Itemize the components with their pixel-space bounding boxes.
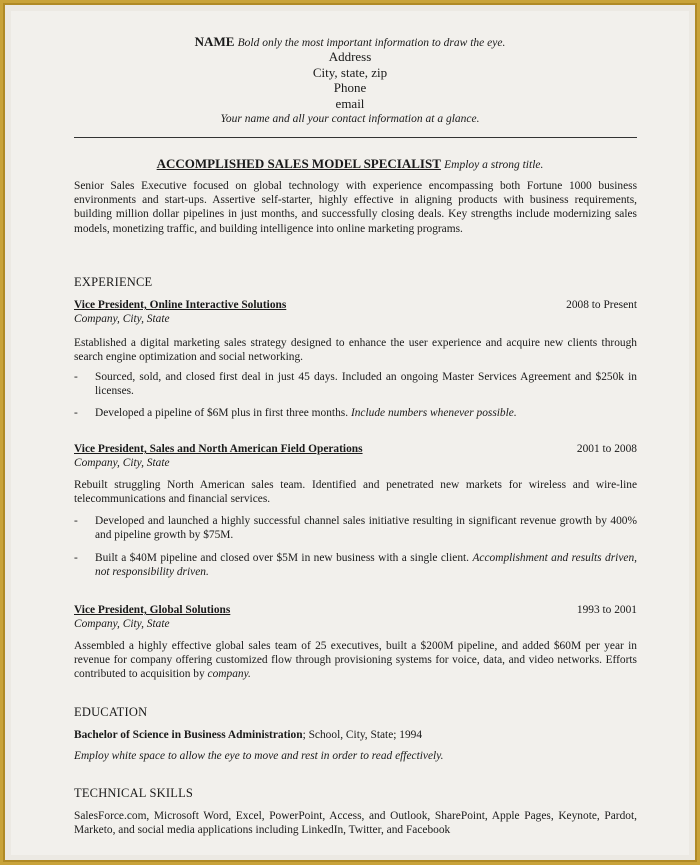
bullet-text: Sourced, sold, and closed first deal in just 45 days. Included an ongoing Master Services Agreement and $250k in licenses. <box>95 371 637 398</box>
document-frame <box>3 3 697 862</box>
job-company: Company, City, State <box>74 313 170 325</box>
job-title: Vice President, Global Solutions <box>74 604 231 616</box>
bullet-note: Accomplishment and results driven, not responsibility driven. <box>95 552 637 579</box>
address: Address <box>328 49 372 64</box>
name-note: Bold only the most important information to draw the eye. <box>237 37 506 49</box>
bullet-item: - Built a $40M pipeline and closed over $5M in new business with a single client. Accomplishment and results driven, not responsibility driven. <box>74 552 637 579</box>
job-dates: 2001 to 2008 <box>576 443 637 455</box>
bullet-item: - Developed and launched a highly successful channel sales initiative resulting in significant revenue growth by 400% and pipeline growth by $75M. <box>74 515 637 542</box>
resume-title: ACCOMPLISHED SALES MODEL SPECIALIST <box>156 156 441 171</box>
contact-note: Your name and all your contact information at a glance. <box>220 113 480 125</box>
email: email <box>335 96 365 111</box>
education-degree-line <box>74 728 637 742</box>
degree-details: ; School, City, State; 1994 <box>302 729 423 741</box>
job-dates: 1993 to 2001 <box>576 604 637 616</box>
job-company: Company, City, State <box>74 457 170 469</box>
job-title-row <box>74 603 637 617</box>
degree: Bachelor of Science in Business Administration <box>74 729 303 741</box>
title-note: Employ a strong title. <box>444 159 544 171</box>
job-title: Vice President, Sales and North American Field Operations <box>74 443 363 455</box>
desc-emphasis: company. <box>207 668 251 681</box>
bullet-item: - Sourced, sold, and closed first deal in just 45 days. Included an ongoing Master Services Agreement and $250k in licenses. <box>74 371 637 398</box>
summary: Senior Sales Executive focused on global technology with experience encompassing both Fortune 1000 business environments and start-ups. Assertive self-starter, highly effective in aligning products with business requirements, building million dollar pipelines in just months, and successfully closing deals. Key strengths include modernizing sales models, monetizing traffic, and building intelligence into online marketing programs. <box>74 180 637 235</box>
bullet-text: Developed a pipeline of $6M plus in first three months. <box>95 407 349 419</box>
job-company: Company, City, State <box>74 618 170 630</box>
education-heading: EDUCATION <box>74 705 148 719</box>
skills-text: SalesForce.com, Microsoft Word, Excel, PowerPoint, Access, and Outlook, SharePoint, Apple Pages, Keynote, Pardot, Marketo, and social media applications including LinkedIn, Twitter, and Facebook <box>74 810 637 837</box>
skills-heading: TECHNICAL SKILLS <box>74 786 194 800</box>
bullet-item: - Developed a pipeline of $6M plus in first three months. Include numbers whenever possible. <box>74 407 517 419</box>
job-title-row <box>74 442 637 456</box>
job-dates: 2008 to Present <box>566 299 637 311</box>
job-description: Assembled a highly effective global sales team of 25 executives, built a $200M pipeline, and added $60M per year in revenue for company offering customized flow through provisioning systems for voice, data, and video networks. Efforts contributed to acquisition by company. <box>74 640 637 681</box>
bullet-note: Include numbers whenever possible. <box>350 407 517 419</box>
job-description: Established a digital marketing sales strategy designed to enhance the user experience and acquire new clients through search engine optimization and social networking. <box>74 337 637 364</box>
title-line <box>11 156 689 174</box>
bullet-text: Developed and launched a highly successful channel sales initiative resulting in significant revenue growth by 400% and pipeline growth by $75M. <box>95 515 637 542</box>
header-divider <box>74 137 637 138</box>
name: NAME <box>194 34 235 49</box>
education-note: Employ white space to allow the eye to move and rest in order to read effectively. <box>74 750 444 762</box>
bullet-text: Built a $40M pipeline and closed over $5M in new business with a single client. <box>95 552 470 564</box>
job-title: Vice President, Online Interactive Solutions <box>74 299 287 311</box>
city-state-zip: City, state, zip <box>312 65 388 80</box>
job-title-row <box>74 298 637 312</box>
resume-page <box>11 11 689 855</box>
job-description: Rebuilt struggling North American sales team. Identified and penetrated new markets for wireless and wire-line telecommunications and financial services. <box>74 479 637 506</box>
phone: Phone <box>333 80 367 95</box>
experience-heading: EXPERIENCE <box>74 275 153 289</box>
